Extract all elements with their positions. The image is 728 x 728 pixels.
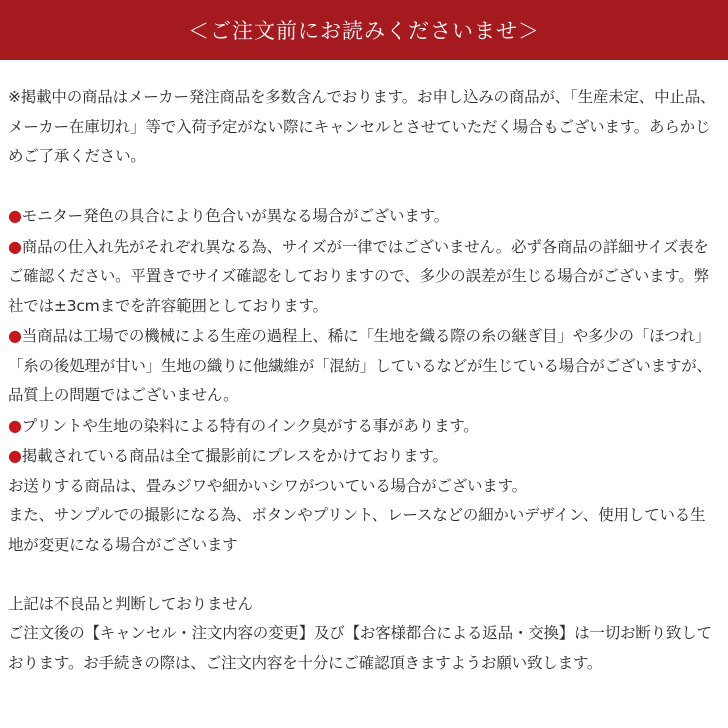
spacer <box>8 560 720 590</box>
bullet-dot-icon: ● <box>8 415 22 435</box>
header-banner <box>0 0 728 60</box>
cancel-policy: ご注文後の【キャンセル・注文内容の変更】及び【お客様都合による返品・交換】は一切お断り致しております。お手続きの際は、ご注文内容を十分にご確認頂きますようお願い致します。 <box>8 624 712 672</box>
notice-content <box>8 83 720 678</box>
bullet-dot-icon: ● <box>8 326 22 345</box>
bullet-text: 当商品は工場での機械による生産の過程上、稀に「生地を織る際の糸の継ぎ目」や多少の「ほつれ」「糸の後処理が甘い」生地の織りに他繊維が「混紡」しているなどが生じている場合がございますが、品質上の問題ではございません。 <box>8 327 712 404</box>
defect-note: 上記は不良品と判断しておりません <box>8 594 253 613</box>
bullet-dot-icon: ● <box>8 236 22 256</box>
bullet-text: 掲載されている商品は全て撮影前にプレスをかけております。 <box>21 447 448 465</box>
bullet-dot-icon: ● <box>8 446 22 465</box>
bullet-item <box>8 441 720 472</box>
bullet-item <box>8 201 720 232</box>
bullet-item <box>8 232 720 322</box>
banner-title: ＜ご注文前にお読みくださいませ＞ <box>188 19 540 43</box>
bullet-dot-icon: ● <box>8 206 22 225</box>
intro-paragraph: ※掲載中の商品はメーカー発注商品を多数含んでおります。お申し込みの商品が、「生産未定、中止品、メーカー在庫切れ」等で入荷予定がない際にキャンセルとさせていただく場合もございます。あらかじめご了承ください。 <box>8 88 716 165</box>
bullet-text: 商品の仕入れ先がそれぞれ異なる為、サイズが一律ではございません。必ず各商品の詳細サイズ表をご確認ください。平置きでサイズ確認をしておりますので、多少の誤差が生じる場合がございます。弊社では±3cmまでを許容範囲としております。 <box>8 237 710 315</box>
bullet-item <box>8 321 720 411</box>
bullet-item <box>8 411 720 442</box>
spacer <box>8 172 720 202</box>
extra-note: お送りする商品は、畳みジワや細かいシワがついている場合がございます。 <box>8 476 527 495</box>
extra-note: また、サンプルでの撮影になる為、ボタンやプリント、レースなどの細かいデザイン、使用している生地が変更になる場合がございます <box>8 506 706 554</box>
bullet-text: プリントや生地の染料による特有のインク臭がする事があります。 <box>21 416 479 435</box>
bullet-text: モニター発色の具合により色合いが異なる場合がございます。 <box>21 207 449 225</box>
